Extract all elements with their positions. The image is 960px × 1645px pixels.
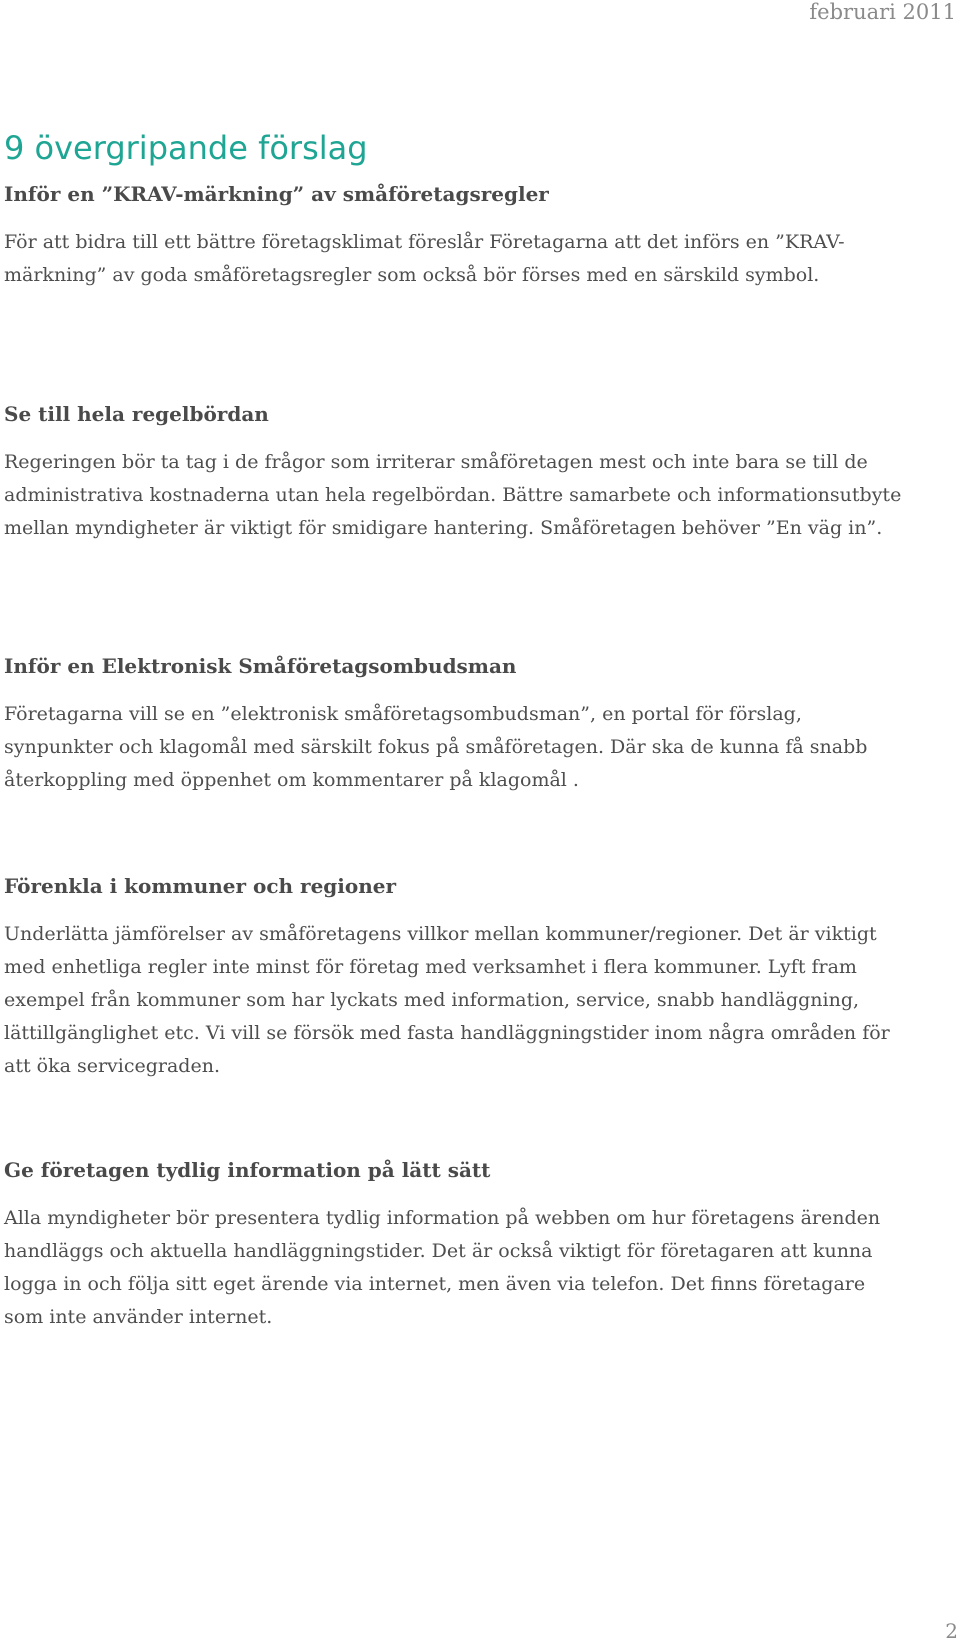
section-body: Alla myndigheter bör presentera tydlig information på webben om hur företagens ärenden handläggs och aktuella handläggningstider. Det är också viktigt för företagaren att kunna logga in och följa sitt eget ärende via internet, men även via telefon. Det finns företagare som inte använder internet. bbox=[4, 1207, 881, 1328]
section-body: Regeringen bör ta tag i de frågor som irriterar småföretagen mest och inte bara se till de administrativa kostnaderna utan hela regelbördan. Bättre samarbete och informationsutbyte mellan myndigheter är viktigt för smidigare hantering. Småföretagen behöver ”En väg in”. bbox=[4, 451, 902, 539]
section-heading: Inför en Elektronisk Småföretagsombudsman bbox=[4, 654, 517, 678]
section-kommuner-regioner bbox=[4, 870, 904, 1083]
section-smaforetagsombudsman bbox=[4, 650, 904, 797]
section-krav-marking bbox=[4, 178, 904, 292]
section-body: Företagarna vill se en ”elektronisk småföretagsombudsman”, en portal för förslag, synpunkter och klagomål med särskilt fokus på småföretagen. Där ska de kunna få snabb återkoppling med öppenhet om kommentarer på klagomål . bbox=[4, 703, 868, 791]
section-tydlig-information bbox=[4, 1154, 904, 1334]
header-date: februari 2011 bbox=[809, 0, 956, 24]
section-heading: Se till hela regelbördan bbox=[4, 402, 269, 426]
section-heading: Förenkla i kommuner och regioner bbox=[4, 874, 397, 898]
section-body: Underlätta jämförelser av småföretagens villkor mellan kommuner/regioner. Det är viktigt med enhetliga regler inte minst för företag med verksamhet i flera kommuner. Lyft fram exempel från kommuner som har lyckats med information, service, snabb handläggning, lättillgänglighet etc. Vi vill se försök med fasta handläggningstider inom några områden för att öka servicegraden. bbox=[4, 923, 890, 1077]
section-body: För att bidra till ett bättre företagsklimat föreslår Företagarna att det införs en ”KRAV-märkning” av goda småföretagsregler som också bör förses med en särskild symbol. bbox=[4, 231, 845, 286]
section-heading: Inför en ”KRAV-märkning” av småföretagsregler bbox=[4, 182, 549, 206]
page-title: 9 övergripande förslag bbox=[4, 129, 368, 167]
section-regelbordan bbox=[4, 398, 904, 545]
section-heading: Ge företagen tydlig information på lätt sätt bbox=[4, 1158, 491, 1182]
page-number: 2 bbox=[945, 1619, 958, 1643]
